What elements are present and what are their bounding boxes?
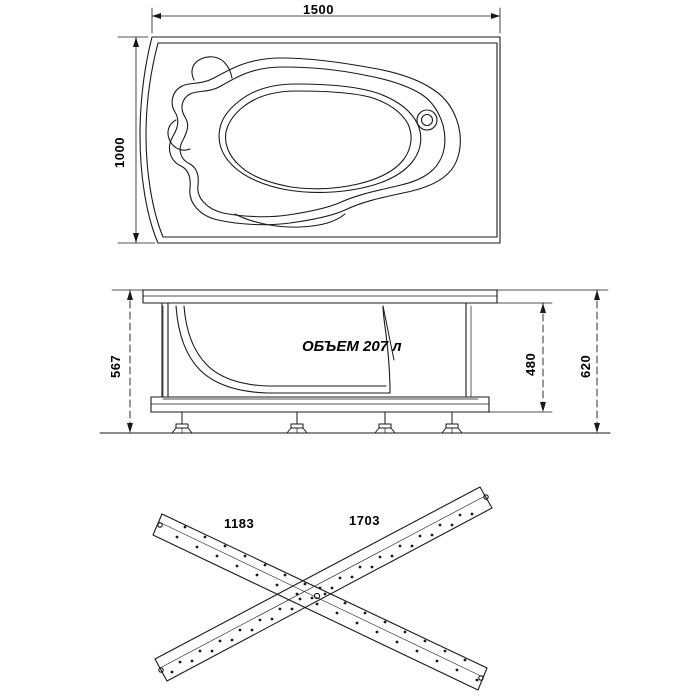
frame-view-group [153, 487, 492, 690]
dim-arrow-480-top [540, 303, 546, 313]
leg-bracket-3 [379, 424, 391, 428]
dim-arrow-1000-top [133, 37, 139, 47]
tub-basin-inner-line [226, 91, 411, 189]
top-view-group [118, 8, 500, 243]
tub-headrest-lobe [192, 57, 232, 80]
rail-short-holes [176, 526, 479, 682]
rail-short [153, 514, 487, 690]
dim-label-rail-1183: 1183 [224, 516, 255, 531]
dim-arrow-567-bottom [127, 423, 133, 433]
rail-long-holes [171, 513, 474, 674]
dim-label-height-480: 480 [523, 352, 538, 376]
tub-bowl-outline [170, 58, 461, 225]
dim-arrow-1000-bottom [133, 233, 139, 243]
rail-short-end-hole-a [158, 523, 162, 527]
dim-label-rail-1703: 1703 [349, 513, 380, 528]
leg-bracket-4 [446, 424, 458, 428]
dim-arrow-1500-left [152, 13, 161, 19]
tub-rim-inner [146, 43, 497, 237]
tub-rim-slab [143, 290, 497, 303]
dim-arrow-567-top [127, 290, 133, 300]
rail-short-inner-line [159, 522, 483, 677]
dim-arrow-1500-right [491, 13, 500, 19]
tub-left-shelf [168, 120, 190, 150]
rail-long-inner-line [160, 496, 485, 668]
dim-label-depth-1000: 1000 [112, 137, 127, 168]
rail-long [155, 487, 492, 681]
leg-bracket-1 [176, 424, 188, 428]
dim-label-height-567: 567 [108, 354, 123, 378]
tub-outer-outline [140, 37, 500, 243]
dim-arrow-620-bottom [594, 423, 600, 433]
overflow-hole-inner [422, 115, 433, 126]
dim-label-height-620: 620 [578, 354, 593, 378]
support-legs [172, 412, 462, 433]
tub-basin-outline [219, 84, 421, 192]
dim-label-width-1500: 1500 [303, 2, 334, 17]
dim-arrow-480-bottom [540, 402, 546, 412]
leg-bracket-2 [291, 424, 303, 428]
volume-label: ОБЪЕМ 207 л [302, 338, 402, 355]
overflow-hole-outer [417, 110, 437, 130]
dim-arrow-620-top [594, 290, 600, 300]
